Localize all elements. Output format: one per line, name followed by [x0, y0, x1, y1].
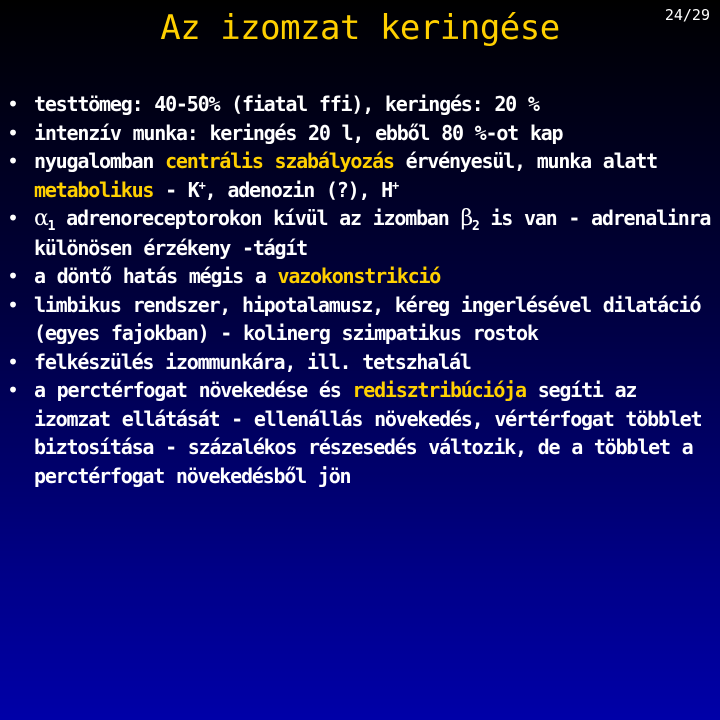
- superscript-plus: +: [198, 177, 205, 192]
- slide-title: Az izomzat keringése: [160, 8, 560, 48]
- bullet-text-part: segíti az izomzat ellátását - ellenállás növekedés, vértérfogat többlet biztosítása - százalékos részesedés változik, de a többlet a perctérfogat növekedésből jön: [34, 378, 702, 488]
- highlight-vasoconstriction: vazokonstrikció: [277, 264, 441, 288]
- bullet-item-limbic: [0, 291, 720, 348]
- bullet-text-part: - K: [153, 177, 199, 202]
- page-number: 24/29: [664, 6, 710, 24]
- bullet-text-part: nyugalomban: [34, 149, 166, 173]
- bullet-item-intensive-work: [0, 119, 720, 148]
- superscript-plus: +: [391, 177, 399, 192]
- bullet-text-part: érvényesül, munka alatt: [393, 149, 657, 173]
- highlight-metabolic: metabolikus: [34, 177, 154, 202]
- bullet-item-receptors: [0, 204, 720, 262]
- bullet-text: felkészülés izommunkára, ill. tetszhalál: [34, 349, 471, 374]
- bullet-text-part: is van - adrenalinra különösen érzékeny -tágít: [34, 206, 711, 260]
- bullet-text-part: a perctérfogat növekedése és: [34, 378, 353, 402]
- bullet-item-regulation: [0, 147, 720, 204]
- bullet-text: testtömeg: 40-50% (fiatal ffi), keringés: 20 %: [34, 92, 539, 116]
- bullet-text: limbikus rendszer, hipotalamusz, kéreg ingerlésével dilatáció (egyes fajokban) - kolinerg szimpatikus rostok: [34, 292, 701, 345]
- beta-symbol: β: [460, 206, 472, 231]
- subscript-two: 2: [471, 219, 479, 234]
- bullet-list: [0, 90, 720, 490]
- bullet-text-part: , adenozin (?), H: [204, 177, 392, 202]
- bullet-item-cardiac-output: [0, 376, 720, 490]
- subscript-one: 1: [47, 219, 55, 234]
- highlight-redistribution: redisztribúciója: [352, 378, 526, 402]
- bullet-item-preparation: [0, 348, 720, 377]
- bullet-text: intenzív munka: keringés 20 l, ebből 80 %-ot kap: [34, 120, 563, 145]
- highlight-central-regulation: centrális szabályozás: [165, 149, 394, 173]
- bullet-text-part: a döntő hatás mégis a: [34, 264, 278, 288]
- alpha-symbol: α: [34, 206, 48, 231]
- bullet-item-body-mass: [0, 90, 720, 119]
- bullet-item-vasoconstriction: [0, 262, 720, 291]
- bullet-text-part: adrenoreceptorokon kívül az izomban: [54, 206, 461, 230]
